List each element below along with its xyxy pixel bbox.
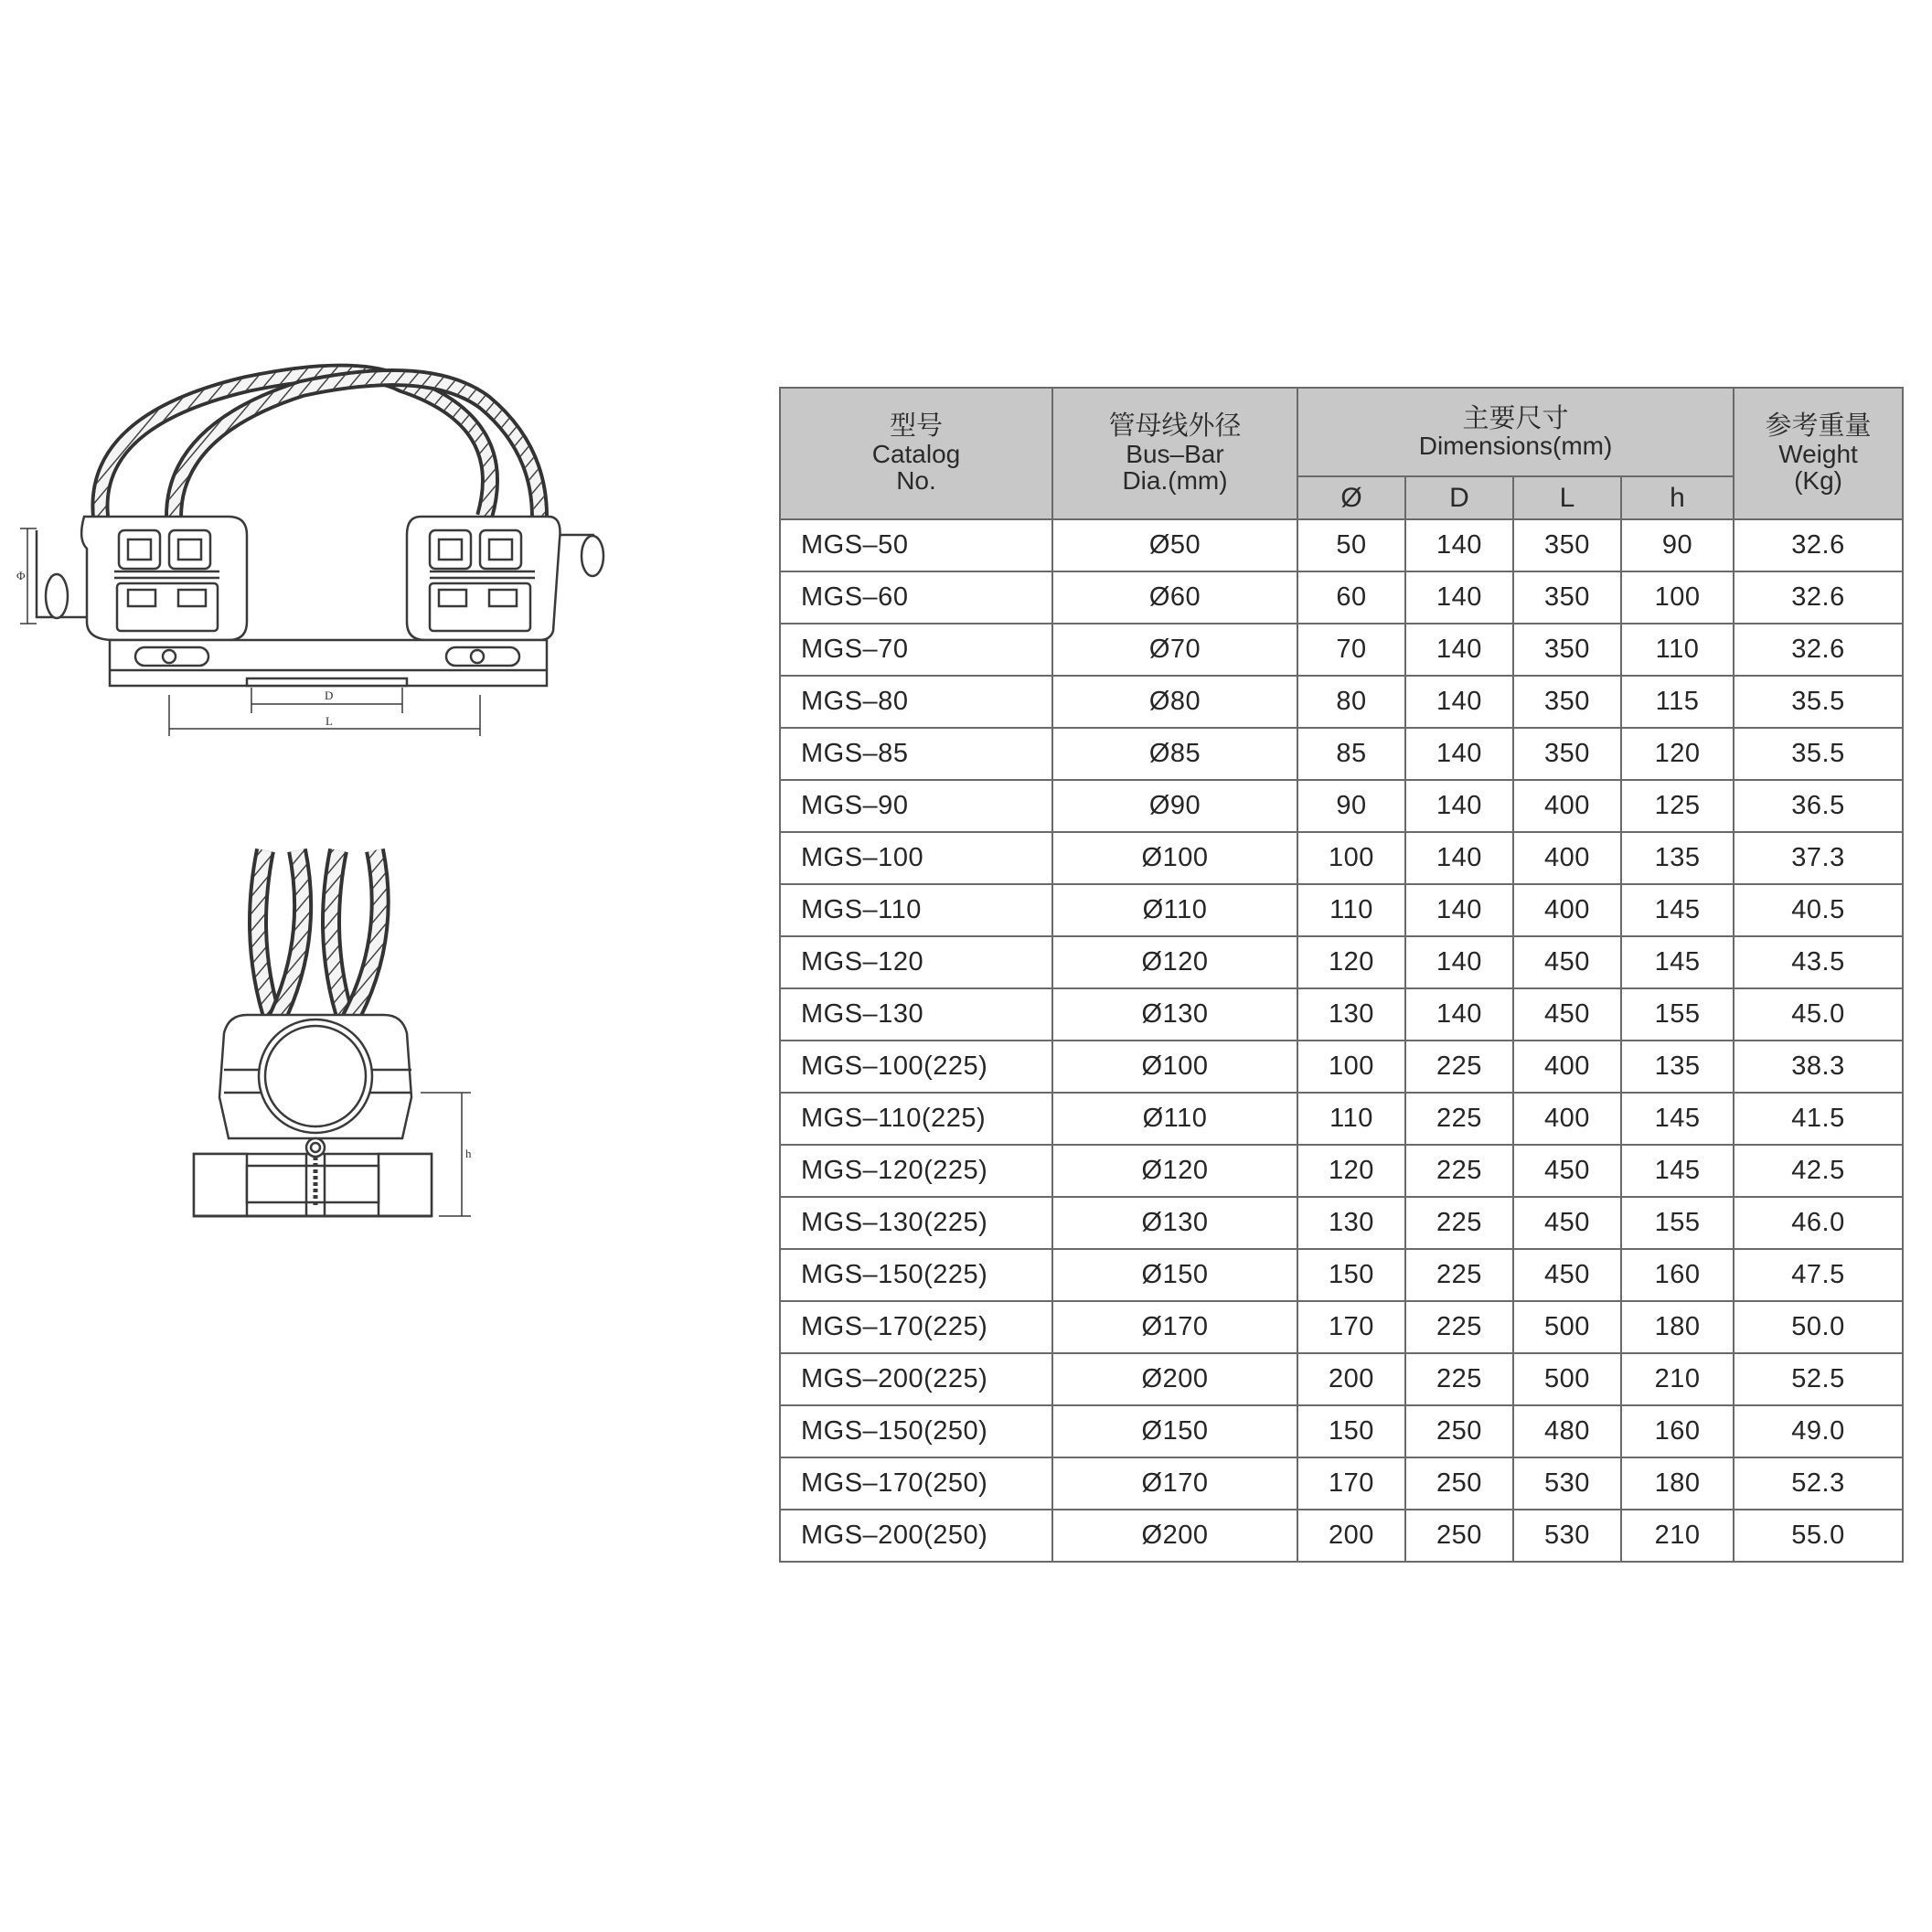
cell-dia: Ø120: [1052, 1145, 1297, 1197]
cell-dia: Ø80: [1052, 676, 1297, 728]
cell-d: 225: [1405, 1093, 1513, 1145]
cell-d: 140: [1405, 884, 1513, 936]
cell-phi: 170: [1297, 1301, 1405, 1353]
table-row: [780, 676, 1903, 728]
cell-phi: 120: [1297, 936, 1405, 988]
cell-w: 41.5: [1734, 1093, 1903, 1145]
cell-dia: Ø150: [1052, 1405, 1297, 1457]
cell-w: 47.5: [1734, 1249, 1903, 1301]
cell-cat: MGS–200(250): [780, 1510, 1052, 1562]
cell-cat: MGS–110(225): [780, 1093, 1052, 1145]
cell-w: 36.5: [1734, 780, 1903, 832]
cell-h: 160: [1621, 1249, 1734, 1301]
cell-phi: 130: [1297, 1197, 1405, 1249]
table-row: [780, 1249, 1903, 1301]
cell-w: 42.5: [1734, 1145, 1903, 1197]
table-row: [780, 624, 1903, 676]
cell-cat: MGS–200(225): [780, 1353, 1052, 1405]
cell-l: 450: [1513, 988, 1621, 1041]
cell-cat: MGS–80: [780, 676, 1052, 728]
cell-l: 530: [1513, 1510, 1621, 1562]
cell-h: 155: [1621, 1197, 1734, 1249]
table-row: [780, 1510, 1903, 1562]
cell-l: 450: [1513, 1249, 1621, 1301]
cell-cat: MGS–150(250): [780, 1405, 1052, 1457]
cell-l: 350: [1513, 519, 1621, 571]
cell-l: 400: [1513, 832, 1621, 884]
cell-h: 135: [1621, 832, 1734, 884]
cell-cat: MGS–120: [780, 936, 1052, 988]
cell-h: 180: [1621, 1457, 1734, 1510]
cell-w: 35.5: [1734, 676, 1903, 728]
cell-dia: Ø200: [1052, 1353, 1297, 1405]
catalog-header-no: No.: [896, 466, 936, 496]
cell-l: 450: [1513, 936, 1621, 988]
phi-dimension-label: Φ: [16, 569, 26, 582]
subheader-phi: Ø: [1297, 476, 1405, 519]
table-row: [780, 1301, 1903, 1353]
cell-cat: MGS–100: [780, 832, 1052, 884]
cell-h: 90: [1621, 519, 1734, 571]
cell-l: 400: [1513, 1041, 1621, 1093]
cell-dia: Ø110: [1052, 1093, 1297, 1145]
cell-h: 210: [1621, 1510, 1734, 1562]
table-row: [780, 884, 1903, 936]
table-row: [780, 728, 1903, 780]
cell-w: 38.3: [1734, 1041, 1903, 1093]
cell-d: 225: [1405, 1197, 1513, 1249]
cell-dia: Ø150: [1052, 1249, 1297, 1301]
table-row: [780, 1197, 1903, 1249]
catalog-header-cn: 型号: [889, 411, 943, 442]
cell-cat: MGS–170(250): [780, 1457, 1052, 1510]
cell-phi: 200: [1297, 1353, 1405, 1405]
table-row: [780, 832, 1903, 884]
cell-phi: 70: [1297, 624, 1405, 676]
cell-cat: MGS–150(225): [780, 1249, 1052, 1301]
cell-d: 140: [1405, 519, 1513, 571]
l-dimension-label: L: [326, 714, 333, 728]
cell-w: 32.6: [1734, 519, 1903, 571]
cell-w: 49.0: [1734, 1405, 1903, 1457]
subheader-d: D: [1405, 476, 1513, 519]
cell-l: 350: [1513, 624, 1621, 676]
cell-h: 180: [1621, 1301, 1734, 1353]
cell-d: 140: [1405, 780, 1513, 832]
cell-dia: Ø200: [1052, 1510, 1297, 1562]
cell-w: 50.0: [1734, 1301, 1903, 1353]
weight-header-unit: (Kg): [1794, 466, 1842, 496]
cell-cat: MGS–50: [780, 519, 1052, 571]
cell-dia: Ø70: [1052, 624, 1297, 676]
catalog-header: [780, 388, 1052, 519]
cell-l: 480: [1513, 1405, 1621, 1457]
cell-cat: MGS–170(225): [780, 1301, 1052, 1353]
cell-phi: 50: [1297, 519, 1405, 571]
cell-cat: MGS–120(225): [780, 1145, 1052, 1197]
cell-d: 250: [1405, 1405, 1513, 1457]
cell-l: 530: [1513, 1457, 1621, 1510]
table-row: [780, 936, 1903, 988]
cell-phi: 200: [1297, 1510, 1405, 1562]
cell-h: 145: [1621, 936, 1734, 988]
table-row: [780, 780, 1903, 832]
cell-d: 225: [1405, 1301, 1513, 1353]
cell-h: 210: [1621, 1353, 1734, 1405]
cell-phi: 90: [1297, 780, 1405, 832]
cell-dia: Ø60: [1052, 571, 1297, 624]
dimensions-header-cn: 主要尺寸: [1462, 403, 1569, 433]
cell-dia: Ø130: [1052, 1197, 1297, 1249]
cell-dia: Ø170: [1052, 1457, 1297, 1510]
cell-cat: MGS–130: [780, 988, 1052, 1041]
cell-h: 120: [1621, 728, 1734, 780]
cell-h: 145: [1621, 884, 1734, 936]
table-row: [780, 1041, 1903, 1093]
table-row: [780, 519, 1903, 571]
cell-cat: MGS–90: [780, 780, 1052, 832]
weight-header: [1734, 388, 1903, 519]
dimensions-header: [1297, 388, 1734, 476]
cell-d: 225: [1405, 1353, 1513, 1405]
cell-w: 52.3: [1734, 1457, 1903, 1510]
cell-d: 140: [1405, 624, 1513, 676]
cell-h: 125: [1621, 780, 1734, 832]
cell-d: 225: [1405, 1041, 1513, 1093]
cell-h: 110: [1621, 624, 1734, 676]
cell-dia: Ø120: [1052, 936, 1297, 988]
cell-l: 450: [1513, 1197, 1621, 1249]
subheader-h: h: [1621, 476, 1734, 519]
cell-h: 115: [1621, 676, 1734, 728]
cell-phi: 80: [1297, 676, 1405, 728]
cell-cat: MGS–100(225): [780, 1041, 1052, 1093]
table-row: [780, 571, 1903, 624]
cell-phi: 150: [1297, 1249, 1405, 1301]
d-dimension-label: D: [325, 688, 334, 702]
cell-d: 250: [1405, 1510, 1513, 1562]
cell-w: 32.6: [1734, 571, 1903, 624]
specification-table: [779, 387, 1904, 1563]
cell-dia: Ø130: [1052, 988, 1297, 1041]
cell-l: 500: [1513, 1301, 1621, 1353]
cell-phi: 120: [1297, 1145, 1405, 1197]
catalog-header-en: Catalog: [871, 439, 961, 468]
cell-l: 350: [1513, 676, 1621, 728]
cell-w: 35.5: [1734, 728, 1903, 780]
cell-h: 135: [1621, 1041, 1734, 1093]
busbar-header-en: Bus–Bar: [1126, 439, 1224, 468]
cell-l: 500: [1513, 1353, 1621, 1405]
cell-d: 225: [1405, 1145, 1513, 1197]
cell-w: 55.0: [1734, 1510, 1903, 1562]
busbar-header: [1052, 388, 1297, 519]
header-row: [780, 388, 1903, 476]
cell-w: 37.3: [1734, 832, 1903, 884]
cell-d: 250: [1405, 1457, 1513, 1510]
cell-l: 450: [1513, 1145, 1621, 1197]
cell-h: 145: [1621, 1093, 1734, 1145]
cell-phi: 130: [1297, 988, 1405, 1041]
cell-phi: 100: [1297, 1041, 1405, 1093]
cell-cat: MGS–60: [780, 571, 1052, 624]
cell-l: 400: [1513, 1093, 1621, 1145]
cell-phi: 170: [1297, 1457, 1405, 1510]
table-row: [780, 1145, 1903, 1197]
cell-phi: 150: [1297, 1405, 1405, 1457]
cell-dia: Ø170: [1052, 1301, 1297, 1353]
cell-dia: Ø100: [1052, 832, 1297, 884]
cell-l: 350: [1513, 728, 1621, 780]
side-view-drawing: [0, 0, 777, 1280]
busbar-header-cn: 管母线外径: [1108, 411, 1242, 442]
cell-w: 45.0: [1734, 988, 1903, 1041]
cell-dia: Ø90: [1052, 780, 1297, 832]
cell-w: 46.0: [1734, 1197, 1903, 1249]
cell-h: 160: [1621, 1405, 1734, 1457]
cell-d: 140: [1405, 728, 1513, 780]
cell-w: 43.5: [1734, 936, 1903, 988]
cell-h: 145: [1621, 1145, 1734, 1197]
cell-dia: Ø50: [1052, 519, 1297, 571]
cell-phi: 100: [1297, 832, 1405, 884]
table-row: [780, 1353, 1903, 1405]
busbar-header-unit: Dia.(mm): [1122, 466, 1228, 496]
table-row: [780, 1457, 1903, 1510]
cell-phi: 110: [1297, 884, 1405, 936]
cell-phi: 110: [1297, 1093, 1405, 1145]
table-row: [780, 1093, 1903, 1145]
cell-cat: MGS–110: [780, 884, 1052, 936]
cell-w: 32.6: [1734, 624, 1903, 676]
cell-d: 140: [1405, 988, 1513, 1041]
cell-d: 140: [1405, 936, 1513, 988]
cell-dia: Ø110: [1052, 884, 1297, 936]
table-row: [780, 988, 1903, 1041]
cell-d: 140: [1405, 676, 1513, 728]
cell-cat: MGS–85: [780, 728, 1052, 780]
cell-cat: MGS–70: [780, 624, 1052, 676]
cell-h: 100: [1621, 571, 1734, 624]
cell-cat: MGS–130(225): [780, 1197, 1052, 1249]
subheader-l: L: [1513, 476, 1621, 519]
cell-h: 155: [1621, 988, 1734, 1041]
table-body: [780, 519, 1903, 1562]
dimensions-header-en: Dimensions(mm): [1418, 432, 1613, 461]
technical-drawings: [0, 0, 777, 1932]
cell-phi: 60: [1297, 571, 1405, 624]
cell-w: 52.5: [1734, 1353, 1903, 1405]
cell-d: 140: [1405, 832, 1513, 884]
weight-header-en: Weight: [1778, 439, 1858, 468]
cell-w: 40.5: [1734, 884, 1903, 936]
cell-l: 400: [1513, 780, 1621, 832]
h-dimension-label: h: [465, 1147, 472, 1160]
cell-l: 400: [1513, 884, 1621, 936]
cell-dia: Ø85: [1052, 728, 1297, 780]
cell-d: 140: [1405, 571, 1513, 624]
weight-header-cn: 参考重量: [1765, 411, 1872, 442]
cell-d: 225: [1405, 1249, 1513, 1301]
cell-dia: Ø100: [1052, 1041, 1297, 1093]
cell-phi: 85: [1297, 728, 1405, 780]
table-row: [780, 1405, 1903, 1457]
cell-l: 350: [1513, 571, 1621, 624]
